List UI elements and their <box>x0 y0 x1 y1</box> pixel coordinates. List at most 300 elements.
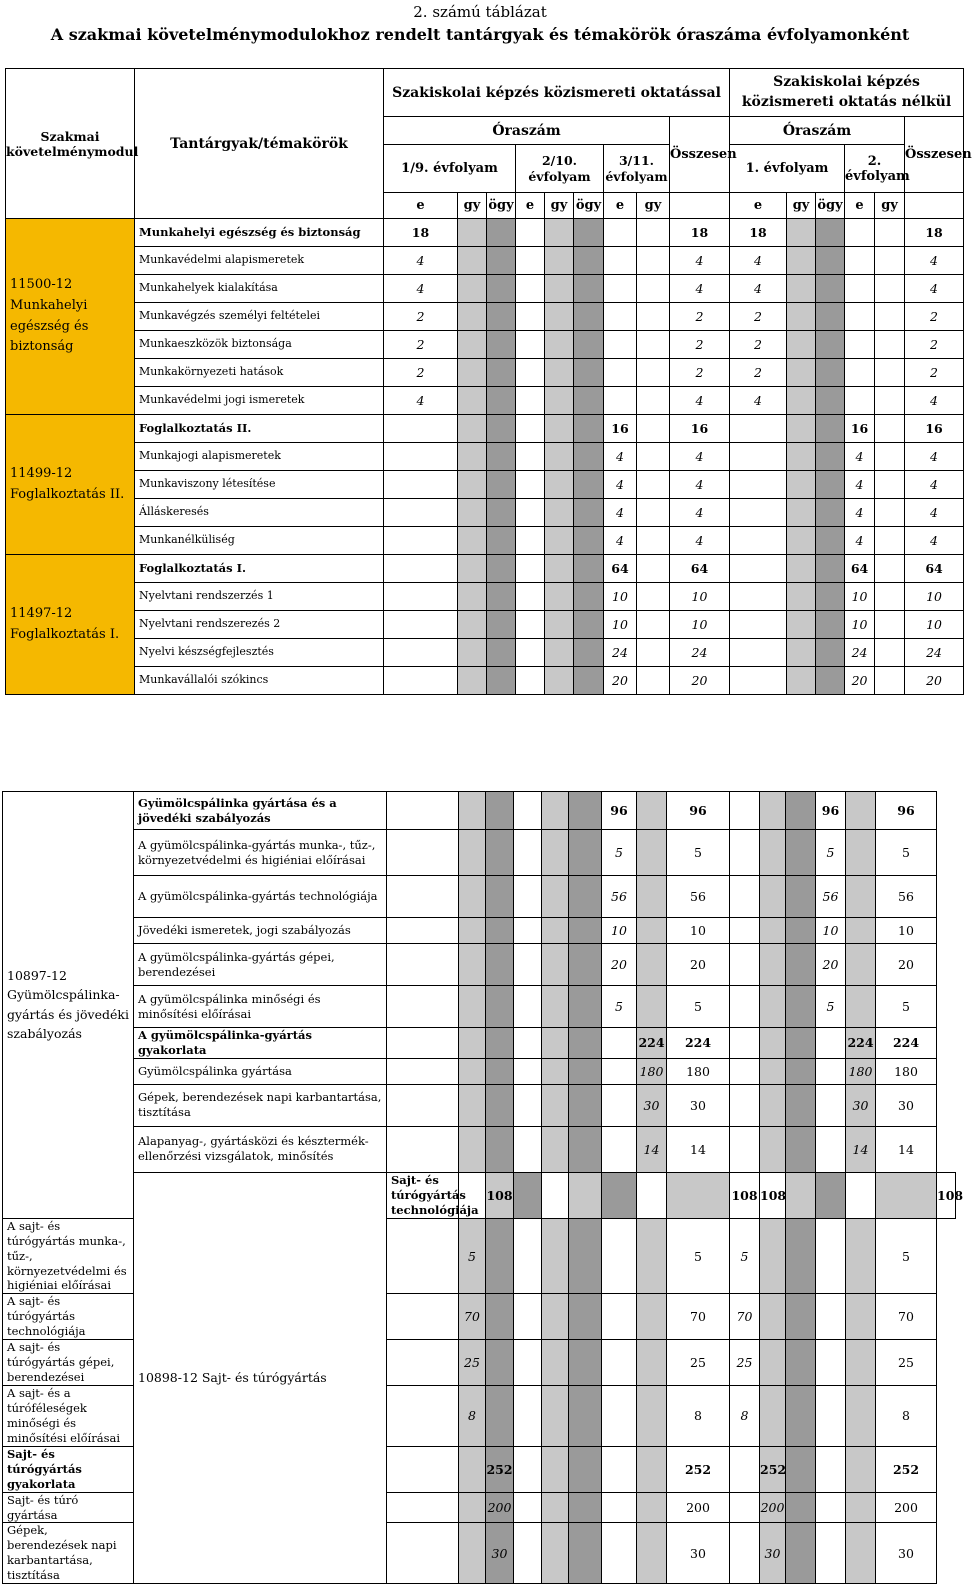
hours-cell <box>458 583 487 611</box>
hours-cell <box>730 471 787 499</box>
hours-cell <box>760 1058 786 1084</box>
hours-cell <box>574 499 604 527</box>
hours-cell: 4 <box>670 275 730 303</box>
hours-cell <box>458 331 487 359</box>
hours-cell: 56 <box>816 876 846 918</box>
hours-cell <box>760 1340 786 1386</box>
hours-cell: 2 <box>670 303 730 331</box>
hours-cell <box>637 359 670 387</box>
hours-cell: 200 <box>486 1492 514 1523</box>
hours-cell <box>846 1523 876 1584</box>
hours-cell: 5 <box>667 1218 730 1294</box>
top-row <box>6 247 964 275</box>
hours-cell <box>604 387 637 415</box>
hours-cell <box>787 499 816 527</box>
hours-cell <box>487 303 516 331</box>
header-sub-2: ögy <box>487 193 516 219</box>
hours-cell: 4 <box>670 387 730 415</box>
hours-cell <box>787 471 816 499</box>
hours-cell <box>637 876 667 918</box>
hours-cell <box>846 986 876 1028</box>
hours-cell: 4 <box>905 527 964 555</box>
hours-cell: 10 <box>845 583 875 611</box>
hours-cell: 8 <box>667 1386 730 1447</box>
hours-cell: 4 <box>604 443 637 471</box>
hours-cell <box>514 1058 542 1084</box>
header-oraszam-2: Óraszám <box>730 117 905 145</box>
subject-name: Munkaeszközök biztonsága <box>135 331 384 359</box>
hours-cell <box>604 219 637 247</box>
hours-cell <box>637 1340 667 1386</box>
hours-cell <box>786 1058 816 1084</box>
hours-cell <box>487 247 516 275</box>
hours-cell: 4 <box>905 247 964 275</box>
hours-cell <box>787 667 816 695</box>
hours-cell <box>574 359 604 387</box>
hours-cell <box>637 387 670 415</box>
hours-cell <box>542 1028 569 1059</box>
hours-cell <box>487 443 516 471</box>
hours-cell <box>816 219 845 247</box>
hours-cell: 18 <box>670 219 730 247</box>
hours-cell <box>816 527 845 555</box>
hours-cell: 70 <box>730 1294 760 1340</box>
hours-cell <box>458 499 487 527</box>
hours-cell: 5 <box>876 830 937 876</box>
hours-cell: 5 <box>459 1218 486 1294</box>
hours-cell <box>574 443 604 471</box>
hours-cell <box>786 876 816 918</box>
subject-name: Gépek, berendezések napi karbantartása, tisztítása <box>134 1084 387 1126</box>
hours-cell <box>786 1340 816 1386</box>
hours-cell <box>542 1172 569 1218</box>
hours-cell <box>786 1523 816 1584</box>
hours-cell <box>846 1218 876 1294</box>
header-subjects: Tantárgyak/témakörök <box>135 69 384 219</box>
hours-cell: 96 <box>876 792 937 830</box>
hours-cell: 4 <box>905 499 964 527</box>
hours-cell: 108 <box>730 1172 760 1218</box>
hours-cell <box>569 1294 602 1340</box>
module-cell: 10898-12 Sajt- és túrógyártás <box>134 1172 387 1583</box>
hours-cell: 4 <box>670 247 730 275</box>
hours-cell <box>486 1084 514 1126</box>
hours-cell <box>786 792 816 830</box>
hours-cell: 64 <box>845 555 875 583</box>
hours-cell: 64 <box>670 555 730 583</box>
header-group-2: Szakiskolai képzés közismereti oktatás nélkül <box>730 69 964 117</box>
hours-cell: 4 <box>604 471 637 499</box>
subject-name: Gépek, berendezések napi karbantartása, tisztítása <box>3 1523 134 1584</box>
hours-cell <box>730 527 787 555</box>
top-row <box>6 471 964 499</box>
hours-cell <box>637 443 670 471</box>
hours-cell <box>730 639 787 667</box>
hours-cell <box>760 1028 786 1059</box>
hours-cell <box>458 471 487 499</box>
hours-cell: 4 <box>730 247 787 275</box>
hours-cell: 10 <box>667 918 730 944</box>
hours-cell: 4 <box>905 443 964 471</box>
hours-cell <box>569 986 602 1028</box>
subject-name: A sajt- és túrógyártás gépei, berendezései <box>3 1340 134 1386</box>
hours-cell <box>787 303 816 331</box>
hours-cell <box>602 1492 637 1523</box>
hours-cell <box>760 792 786 830</box>
hours-cell <box>516 247 545 275</box>
hours-cell <box>816 1058 846 1084</box>
top-row <box>6 667 964 695</box>
hours-cell <box>787 359 816 387</box>
hours-cell <box>845 359 875 387</box>
hours-cell: 108 <box>486 1172 514 1218</box>
hours-cell <box>786 1386 816 1447</box>
hours-cell <box>516 639 545 667</box>
hours-cell <box>569 1340 602 1386</box>
hours-cell <box>459 1058 486 1084</box>
hours-cell <box>569 792 602 830</box>
hours-cell <box>514 1294 542 1340</box>
hours-cell: 2 <box>730 331 787 359</box>
top-row <box>6 275 964 303</box>
hours-cell <box>816 611 845 639</box>
hours-cell <box>487 275 516 303</box>
hours-cell <box>604 247 637 275</box>
hours-cell <box>730 1523 760 1584</box>
hours-cell <box>574 415 604 443</box>
hours-cell <box>602 1523 637 1584</box>
hours-cell: 4 <box>845 499 875 527</box>
subject-name: Foglalkoztatás I. <box>135 555 384 583</box>
header-year-3: 3/11. évfolyam <box>604 145 670 193</box>
hours-cell <box>542 1294 569 1340</box>
hours-cell <box>760 1386 786 1447</box>
hours-cell: 10 <box>670 611 730 639</box>
top-row <box>6 583 964 611</box>
hours-cell: 4 <box>384 387 458 415</box>
hours-cell <box>569 876 602 918</box>
hours-cell: 4 <box>905 387 964 415</box>
hours-cell <box>574 275 604 303</box>
hours-cell: 16 <box>905 415 964 443</box>
hours-cell: 20 <box>667 944 730 986</box>
hours-cell <box>845 387 875 415</box>
hours-cell: 2 <box>384 331 458 359</box>
hours-cell: 18 <box>384 219 458 247</box>
subject-name: Munkahelyi egészség és biztonság <box>135 219 384 247</box>
hours-cell <box>487 583 516 611</box>
hours-cell <box>542 944 569 986</box>
top-row <box>6 303 964 331</box>
hours-cell <box>459 1028 486 1059</box>
bottom-row <box>3 876 956 918</box>
bottom-row <box>3 944 956 986</box>
hours-cell: 4 <box>905 275 964 303</box>
hours-cell <box>875 275 905 303</box>
hours-cell <box>487 499 516 527</box>
hours-cell <box>730 1028 760 1059</box>
hours-cell: 8 <box>730 1386 760 1447</box>
subject-name: Nyelvtani rendszerzés 1 <box>135 583 384 611</box>
hours-cell: 108 <box>760 1172 786 1218</box>
hours-cell: 4 <box>670 499 730 527</box>
hours-cell <box>514 944 542 986</box>
hours-cell <box>845 331 875 359</box>
hours-cell <box>787 555 816 583</box>
hours-cell <box>787 387 816 415</box>
hours-cell <box>516 583 545 611</box>
subject-name: A gyümölcspálinka-gyártás technológiája <box>134 876 387 918</box>
hours-cell: 14 <box>667 1126 730 1172</box>
hours-cell <box>486 1058 514 1084</box>
hours-cell <box>730 443 787 471</box>
hours-cell: 252 <box>876 1446 937 1492</box>
hours-cell: 10 <box>816 918 846 944</box>
hours-cell: 16 <box>604 415 637 443</box>
hours-cell <box>459 830 486 876</box>
subject-name: Nyelvtani rendszerezés 2 <box>135 611 384 639</box>
hours-cell <box>760 1084 786 1126</box>
hours-cell <box>545 443 574 471</box>
hours-cell <box>542 986 569 1028</box>
hours-cell <box>384 499 458 527</box>
hours-cell: 14 <box>876 1126 937 1172</box>
hours-cell <box>487 639 516 667</box>
bottom-row <box>3 792 956 830</box>
hours-cell <box>787 611 816 639</box>
hours-cell <box>730 1446 760 1492</box>
hours-cell <box>516 359 545 387</box>
hours-cell: 224 <box>667 1028 730 1059</box>
hours-cell <box>516 555 545 583</box>
hours-cell <box>384 583 458 611</box>
subject-name: A gyümölcspálinka-gyártás munka-, tűz-, környezetvédelmi és higiéniai előírásai <box>134 830 387 876</box>
hours-cell <box>786 986 816 1028</box>
subject-name: A gyümölcspálinka-gyártás gépei, berendezései <box>134 944 387 986</box>
hours-cell <box>786 944 816 986</box>
hours-cell <box>569 1084 602 1126</box>
hours-cell <box>487 331 516 359</box>
hours-cell <box>459 1492 486 1523</box>
bottom-row <box>3 986 956 1028</box>
hours-cell <box>730 792 760 830</box>
hours-cell <box>816 639 845 667</box>
hours-cell <box>637 1386 667 1447</box>
hours-cell <box>787 247 816 275</box>
hours-cell <box>845 219 875 247</box>
hours-cell <box>637 944 667 986</box>
hours-cell: 180 <box>876 1058 937 1084</box>
hours-cell: 200 <box>760 1492 786 1523</box>
header-sub-14 <box>905 193 964 219</box>
hours-cell: 224 <box>876 1028 937 1059</box>
hours-cell <box>387 1492 459 1523</box>
hours-cell <box>637 331 670 359</box>
hours-cell <box>786 1294 816 1340</box>
hours-cell <box>487 471 516 499</box>
hours-cell <box>569 1058 602 1084</box>
hours-cell: 10 <box>905 583 964 611</box>
hours-cell <box>816 1126 846 1172</box>
hours-cell <box>816 1172 846 1218</box>
hours-cell <box>730 583 787 611</box>
hours-cell <box>514 1340 542 1386</box>
hours-cell: 5 <box>876 1218 937 1294</box>
hours-cell <box>875 611 905 639</box>
hours-cell: 2 <box>905 359 964 387</box>
hours-cell: 252 <box>760 1446 786 1492</box>
hours-cell <box>459 792 486 830</box>
header-total-2: Összesen <box>905 117 964 193</box>
hours-cell <box>637 471 670 499</box>
hours-cell: 24 <box>670 639 730 667</box>
hours-cell <box>387 1126 459 1172</box>
hours-cell: 18 <box>730 219 787 247</box>
hours-cell <box>845 247 875 275</box>
hours-cell <box>637 247 670 275</box>
hours-cell <box>486 792 514 830</box>
hours-cell <box>487 387 516 415</box>
header-sub-3: e <box>516 193 545 219</box>
hours-cell: 20 <box>670 667 730 695</box>
hours-cell: 5 <box>730 1218 760 1294</box>
hours-cell: 4 <box>670 527 730 555</box>
hours-cell <box>487 555 516 583</box>
hours-cell <box>730 1084 760 1126</box>
hours-cell: 30 <box>637 1084 667 1126</box>
hours-cell <box>458 387 487 415</box>
subject-name: Munkavállalói szókincs <box>135 667 384 695</box>
top-row <box>6 527 964 555</box>
hours-cell <box>458 415 487 443</box>
hours-cell: 4 <box>905 471 964 499</box>
hours-cell <box>730 555 787 583</box>
hours-cell <box>569 1492 602 1523</box>
hours-cell <box>487 219 516 247</box>
header-sub-11: ögy <box>816 193 845 219</box>
bottom-row <box>3 918 956 944</box>
hours-cell: 70 <box>876 1294 937 1340</box>
hours-cell <box>604 331 637 359</box>
hours-cell <box>514 1028 542 1059</box>
hours-cell: 2 <box>384 359 458 387</box>
hours-cell <box>458 443 487 471</box>
hours-cell <box>574 303 604 331</box>
hours-cell: 2 <box>730 359 787 387</box>
hours-cell <box>516 499 545 527</box>
hours-cell: 180 <box>667 1058 730 1084</box>
hours-cell <box>875 555 905 583</box>
hours-cell <box>545 331 574 359</box>
hours-cell <box>542 792 569 830</box>
hours-cell: 4 <box>670 471 730 499</box>
hours-cell: 20 <box>845 667 875 695</box>
hours-cell: 5 <box>816 830 846 876</box>
hours-cell <box>875 639 905 667</box>
hours-cell <box>604 359 637 387</box>
top-row <box>6 555 964 583</box>
hours-cell <box>787 443 816 471</box>
hours-cell <box>486 1218 514 1294</box>
hours-cell <box>514 918 542 944</box>
hours-cell <box>602 1386 637 1447</box>
hours-cell: 25 <box>876 1340 937 1386</box>
hours-cell <box>387 1218 459 1294</box>
hours-cell <box>384 443 458 471</box>
hours-cell: 25 <box>667 1340 730 1386</box>
hours-cell <box>487 415 516 443</box>
hours-cell: 4 <box>730 275 787 303</box>
subject-name: A sajt- és túrógyártás munka-, tűz-, környezetvédelmi és higiéniai előírásai <box>3 1218 134 1294</box>
hours-cell: 10 <box>876 918 937 944</box>
hours-cell <box>816 247 845 275</box>
hours-cell <box>514 1172 542 1218</box>
hours-cell <box>846 1172 876 1218</box>
top-row <box>6 443 964 471</box>
hours-cell <box>637 986 667 1028</box>
hours-cell <box>604 275 637 303</box>
hours-cell: 30 <box>486 1523 514 1584</box>
bottom-row <box>3 830 956 876</box>
hours-cell <box>486 1294 514 1340</box>
hours-cell: 252 <box>667 1446 730 1492</box>
header-sub-13: gy <box>875 193 905 219</box>
hours-cell <box>387 1340 459 1386</box>
hours-cell <box>875 583 905 611</box>
hours-cell: 25 <box>730 1340 760 1386</box>
hours-cell <box>514 1523 542 1584</box>
hours-cell <box>730 876 760 918</box>
hours-cell: 10 <box>604 611 637 639</box>
hours-cell: 70 <box>667 1294 730 1340</box>
hours-cell: 4 <box>384 275 458 303</box>
hours-cell <box>387 876 459 918</box>
header-sub-7: gy <box>637 193 670 219</box>
hours-cell <box>384 527 458 555</box>
hours-cell: 252 <box>486 1446 514 1492</box>
hours-cell: 25 <box>459 1340 486 1386</box>
hours-cell: 30 <box>876 1523 937 1584</box>
hours-cell <box>816 387 845 415</box>
hours-cell <box>542 876 569 918</box>
hours-cell <box>458 303 487 331</box>
hours-cell <box>816 415 845 443</box>
subject-name: Sajt- és túrógyártás technológiája <box>387 1172 459 1218</box>
hours-cell <box>387 792 459 830</box>
hours-cell: 96 <box>667 792 730 830</box>
hours-cell <box>816 499 845 527</box>
subject-name: Sajt- és túró gyártása <box>3 1492 134 1523</box>
hours-cell: 10 <box>905 611 964 639</box>
top-row <box>6 415 964 443</box>
hours-cell <box>542 1523 569 1584</box>
hours-cell <box>846 918 876 944</box>
hours-cell: 2 <box>730 303 787 331</box>
hours-cell <box>574 555 604 583</box>
hours-cell <box>574 583 604 611</box>
hours-cell <box>574 639 604 667</box>
hours-cell <box>637 1294 667 1340</box>
bottom-row <box>3 1028 956 1059</box>
hours-cell <box>516 387 545 415</box>
hours-cell <box>786 1218 816 1294</box>
hours-cell <box>486 918 514 944</box>
hours-cell: 5 <box>816 986 846 1028</box>
hours-cell <box>387 944 459 986</box>
hours-cell <box>574 527 604 555</box>
hours-cell <box>486 986 514 1028</box>
hours-cell <box>786 1084 816 1126</box>
